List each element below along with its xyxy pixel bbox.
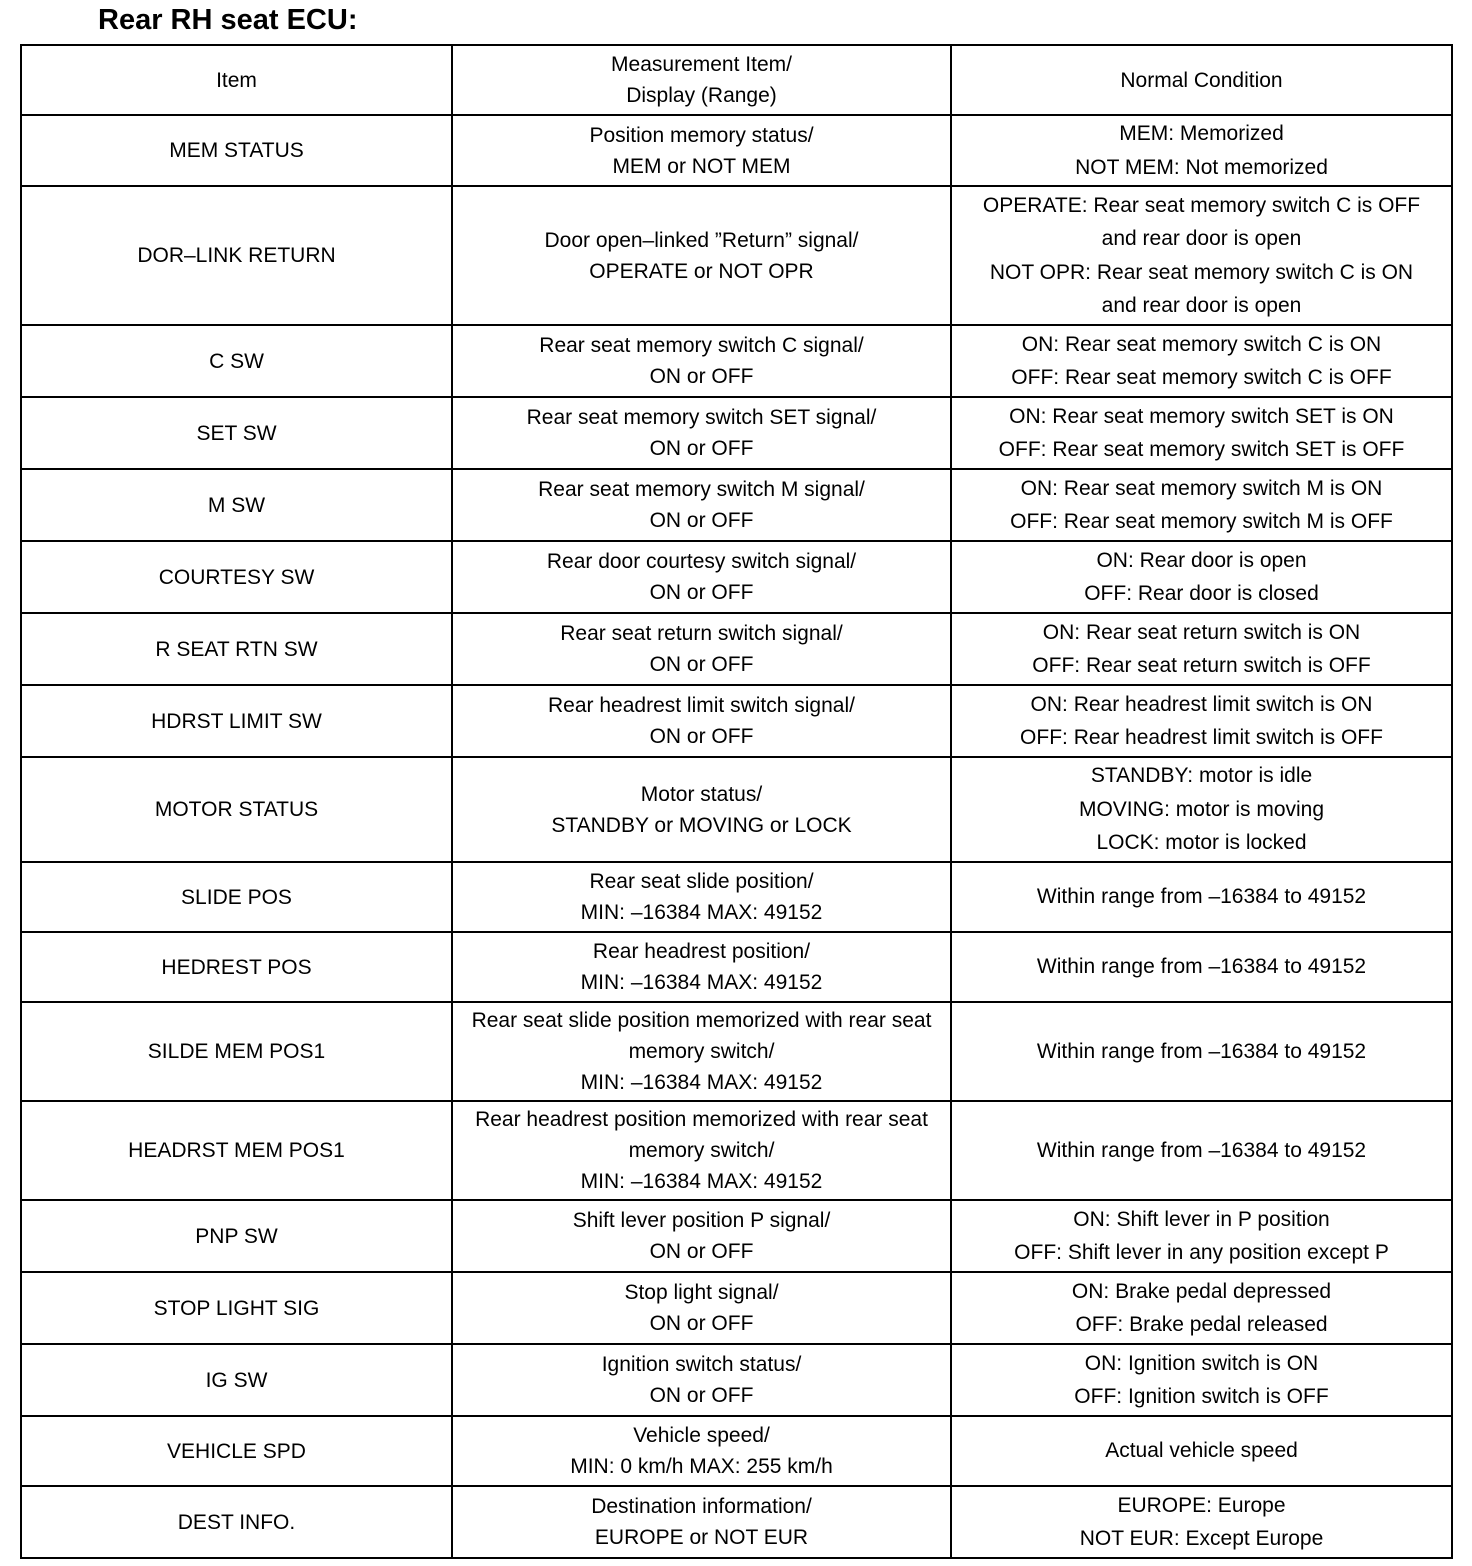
condition-cell: [951, 1002, 1452, 1101]
table-row: [21, 757, 1452, 862]
condition-cell: [951, 613, 1452, 685]
condition-line: ON: Rear seat memory switch M is ON: [1020, 476, 1383, 500]
condition-line: OFF: Rear seat memory switch M is OFF: [1010, 510, 1393, 533]
measurement-line: Rear headrest position/: [592, 940, 811, 963]
item-cell: C SW: [21, 325, 452, 397]
item-cell: SLIDE POS: [21, 862, 452, 932]
condition-line: Within range from –16384 to 49152: [1036, 955, 1367, 979]
item-cell: SILDE MEM POS1: [21, 1002, 452, 1101]
header-condition: Normal Condition: [951, 45, 1452, 115]
table-row: [21, 932, 1452, 1002]
measurement-line: Shift lever position P signal/: [572, 1209, 831, 1232]
header-measurement-line: Display (Range): [626, 84, 777, 107]
measurement-cell: [452, 932, 951, 1002]
condition-line: EUROPE: Europe: [1117, 1493, 1286, 1517]
measurement-cell: [452, 862, 951, 932]
page-title: Rear RH seat ECU:: [98, 4, 358, 36]
condition-cell: [951, 757, 1452, 862]
measurement-cell: [452, 115, 951, 186]
measurement-line: MIN: –16384 MAX: 49152: [580, 971, 823, 994]
condition-line: ON: Rear seat memory switch C is ON: [1021, 332, 1382, 356]
measurement-cell: [452, 325, 951, 397]
condition-line: NOT MEM: Not memorized: [1075, 155, 1328, 179]
measurement-line: Destination information/: [591, 1495, 812, 1518]
measurement-line: MIN: –16384 MAX: 49152: [580, 1071, 823, 1094]
condition-line: OFF: Rear seat return switch is OFF: [1032, 654, 1371, 677]
condition-cell: [951, 1486, 1452, 1558]
measurement-line: Rear seat memory switch M signal/: [538, 478, 865, 501]
measurement-line: MIN: –16384 MAX: 49152: [580, 901, 823, 924]
table-row: [21, 1486, 1452, 1558]
table-row: [21, 541, 1452, 613]
item-cell: VEHICLE SPD: [21, 1416, 452, 1486]
table-row: [21, 469, 1452, 541]
condition-cell: [951, 115, 1452, 186]
condition-line: OPERATE: Rear seat memory switch C is OFF: [982, 193, 1421, 217]
condition-line: ON: Brake pedal depressed: [1071, 1279, 1332, 1303]
condition-cell: [951, 1101, 1452, 1200]
measurement-cell: [452, 186, 951, 325]
measurement-line: ON or OFF: [649, 437, 754, 460]
measurement-cell: [452, 1002, 951, 1101]
table-row: [21, 1002, 1452, 1101]
measurement-line: MEM or NOT MEM: [612, 154, 791, 178]
measurement-cell: [452, 541, 951, 613]
item-cell: IG SW: [21, 1344, 452, 1416]
table-row: [21, 115, 1452, 186]
item-cell: MEM STATUS: [21, 115, 452, 186]
condition-cell: [951, 1344, 1452, 1416]
measurement-cell: [452, 397, 951, 469]
condition-cell: [951, 932, 1452, 1002]
condition-line: LOCK: motor is locked: [1096, 831, 1307, 855]
item-cell: COURTESY SW: [21, 541, 452, 613]
measurement-cell: [452, 469, 951, 541]
measurement-line: Rear headrest limit switch signal/: [548, 694, 855, 717]
measurement-line: Rear seat slide position/: [589, 870, 814, 893]
condition-line: OFF: Shift lever in any position except P: [1014, 1241, 1389, 1264]
condition-cell: [951, 397, 1452, 469]
measurement-line: ON or OFF: [649, 725, 754, 748]
measurement-cell: [452, 685, 951, 757]
table-body: [21, 115, 1452, 1558]
measurement-line: ON or OFF: [649, 1240, 754, 1263]
condition-line: OFF: Brake pedal released: [1075, 1313, 1328, 1336]
condition-line: Within range from –16384 to 49152: [1036, 885, 1367, 909]
measurement-line: ON or OFF: [649, 365, 754, 388]
measurement-cell: [452, 1486, 951, 1558]
measurement-cell: [452, 1344, 951, 1416]
condition-cell: [951, 685, 1452, 757]
table-row: [21, 1101, 1452, 1200]
measurement-line: MIN: –16384 MAX: 49152: [580, 1170, 823, 1193]
condition-line: STANDBY: motor is idle: [1090, 764, 1313, 788]
condition-cell: [951, 469, 1452, 541]
header-measurement-line: Measurement Item/: [611, 53, 792, 76]
table-row: [21, 397, 1452, 469]
item-cell: HDRST LIMIT SW: [21, 685, 452, 757]
measurement-cell: [452, 1272, 951, 1344]
item-cell: HEADRST MEM POS1: [21, 1101, 452, 1200]
condition-line: ON: Shift lever in P position: [1073, 1207, 1330, 1231]
measurement-line: Stop light signal/: [624, 1281, 779, 1304]
table-row: [21, 1200, 1452, 1272]
data-list-table: [20, 44, 1453, 1559]
measurement-line: Ignition switch status/: [601, 1353, 802, 1376]
measurement-line: Rear seat return switch signal/: [560, 622, 843, 645]
measurement-cell: [452, 1101, 951, 1200]
table-row: [21, 685, 1452, 757]
measurement-line: memory switch/: [628, 1139, 775, 1162]
item-cell: MOTOR STATUS: [21, 757, 452, 862]
table-row: [21, 186, 1452, 325]
condition-line: OFF: Rear headrest limit switch is OFF: [1020, 726, 1383, 749]
item-cell: STOP LIGHT SIG: [21, 1272, 452, 1344]
condition-line: ON: Ignition switch is ON: [1084, 1351, 1319, 1375]
condition-line: ON: Rear seat return switch is ON: [1042, 620, 1361, 644]
condition-line: Actual vehicle speed: [1105, 1439, 1298, 1463]
item-cell: HEDREST POS: [21, 932, 452, 1002]
item-cell: SET SW: [21, 397, 452, 469]
condition-line: NOT OPR: Rear seat memory switch C is ON: [989, 260, 1414, 284]
condition-line: NOT EUR: Except Europe: [1079, 1527, 1324, 1550]
condition-line: Within range from –16384 to 49152: [1036, 1039, 1367, 1063]
condition-line: and rear door is open: [1101, 227, 1302, 250]
measurement-cell: [452, 1200, 951, 1272]
item-cell: M SW: [21, 469, 452, 541]
condition-line: ON: Rear seat memory switch SET is ON: [1009, 404, 1394, 428]
table-row: [21, 1344, 1452, 1416]
measurement-line: STANDBY or MOVING or LOCK: [551, 813, 852, 837]
measurement-line: Rear headrest position memorized with rear seat: [475, 1108, 928, 1131]
condition-line: Within range from –16384 to 49152: [1036, 1138, 1367, 1162]
condition-line: OFF: Rear seat memory switch C is OFF: [1011, 366, 1392, 389]
measurement-cell: [452, 613, 951, 685]
header-measurement: [452, 45, 951, 115]
condition-line: MOVING: motor is moving: [1078, 797, 1325, 821]
condition-cell: [951, 186, 1452, 325]
item-cell: PNP SW: [21, 1200, 452, 1272]
condition-cell: [951, 541, 1452, 613]
measurement-line: Rear door courtesy switch signal/: [546, 550, 857, 573]
header-row: [21, 45, 1452, 115]
header-item: Item: [21, 45, 452, 115]
measurement-cell: [452, 757, 951, 862]
condition-line: MEM: Memorized: [1119, 122, 1284, 145]
measurement-line: OPERATE or NOT OPR: [589, 259, 814, 283]
condition-line: ON: Rear headrest limit switch is ON: [1030, 692, 1373, 716]
measurement-line: ON or OFF: [649, 509, 754, 532]
condition-cell: [951, 325, 1452, 397]
condition-cell: [951, 1416, 1452, 1486]
measurement-cell: [452, 1416, 951, 1486]
measurement-line: MIN: 0 km/h MAX: 255 km/h: [570, 1455, 833, 1478]
measurement-line: Rear seat memory switch SET signal/: [526, 406, 877, 429]
condition-line: OFF: Ignition switch is OFF: [1074, 1385, 1329, 1408]
measurement-line: memory switch/: [628, 1040, 775, 1063]
condition-cell: [951, 862, 1452, 932]
measurement-line: Motor status/: [640, 782, 763, 806]
measurement-line: ON or OFF: [649, 581, 754, 604]
table-row: [21, 1272, 1452, 1344]
measurement-line: ON or OFF: [649, 1312, 754, 1335]
table-row: [21, 325, 1452, 397]
measurement-line: Rear seat memory switch C signal/: [539, 334, 864, 357]
condition-cell: [951, 1200, 1452, 1272]
measurement-line: Vehicle speed/: [633, 1424, 770, 1447]
measurement-line: EUROPE or NOT EUR: [594, 1526, 809, 1549]
item-cell: DEST INFO.: [21, 1486, 452, 1558]
condition-line: OFF: Rear door is closed: [1084, 582, 1319, 605]
measurement-line: ON or OFF: [649, 653, 754, 676]
condition-cell: [951, 1272, 1452, 1344]
measurement-line: Rear seat slide position memorized with rear seat: [471, 1009, 932, 1032]
item-cell: R SEAT RTN SW: [21, 613, 452, 685]
condition-line: ON: Rear door is open: [1096, 548, 1307, 572]
table-row: [21, 1416, 1452, 1486]
item-cell: DOR–LINK RETURN: [21, 186, 452, 325]
condition-line: and rear door is open: [1101, 294, 1302, 317]
measurement-line: Position memory status/: [589, 123, 814, 147]
table-row: [21, 613, 1452, 685]
measurement-line: Door open–linked ”Return” signal/: [544, 228, 859, 252]
measurement-line: ON or OFF: [649, 1384, 754, 1407]
condition-line: OFF: Rear seat memory switch SET is OFF: [998, 438, 1405, 461]
table-row: [21, 862, 1452, 932]
